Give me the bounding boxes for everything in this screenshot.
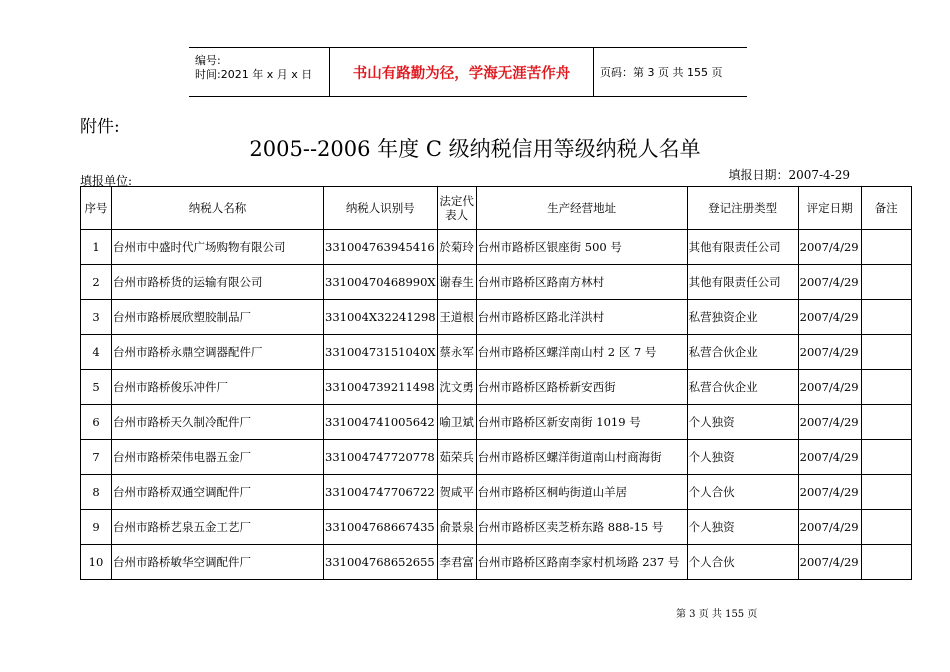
row-address: 台州市路桥区路北洋洪村 (476, 300, 687, 335)
number-label: 编号: (195, 54, 221, 67)
row-rep: 沈文勇 (437, 370, 476, 405)
row-note (861, 405, 911, 440)
row-date: 2007/4/29 (798, 300, 861, 335)
table-row (81, 370, 912, 405)
row-no: 2 (81, 265, 112, 300)
row-name: 台州市路桥货的运输有限公司 (112, 265, 324, 300)
row-note (861, 300, 911, 335)
row-rep: 贺咸平 (437, 475, 476, 510)
row-type: 个人独资 (687, 405, 798, 440)
row-name: 台州市路桥敏华空调配件厂 (112, 545, 324, 580)
row-type: 个人合伙 (687, 475, 798, 510)
row-no: 9 (81, 510, 112, 545)
table-header-row (81, 187, 912, 230)
row-type: 私营合伙企业 (687, 370, 798, 405)
row-name: 台州市路桥展欣塑胶制品厂 (112, 300, 324, 335)
row-no: 6 (81, 405, 112, 440)
row-address: 台州市路桥区路桥新安西街 (476, 370, 687, 405)
row-date: 2007/4/29 (798, 230, 861, 265)
motto-text: 书山有路勤为径，学海无涯苦作舟 (330, 48, 594, 96)
row-note (861, 545, 911, 580)
time-label: 时间:2021 年 x 月 x 日 (195, 68, 313, 81)
row-name: 台州市路桥艺泉五金工艺厂 (112, 510, 324, 545)
row-id: 33100470468990X (324, 265, 438, 300)
row-date: 2007/4/29 (798, 405, 861, 440)
row-address: 台州市路桥区卖芝桥东路 888-15 号 (476, 510, 687, 545)
row-type: 私营独资企业 (687, 300, 798, 335)
row-date: 2007/4/29 (798, 440, 861, 475)
row-note (861, 370, 911, 405)
row-note (861, 475, 911, 510)
col-header-name: 纳税人名称 (112, 187, 324, 230)
row-no: 8 (81, 475, 112, 510)
row-id: 331004747720778 (324, 440, 438, 475)
col-header-id: 纳税人识别号 (324, 187, 438, 230)
header-meta-cell (189, 48, 330, 96)
row-rep: 於菊玲 (437, 230, 476, 265)
table-row (81, 335, 912, 370)
row-name: 台州市路桥天久制冷配件厂 (112, 405, 324, 440)
taxpayer-table (80, 186, 912, 580)
row-rep: 喻卫斌 (437, 405, 476, 440)
row-address: 台州市路桥区路南方林村 (476, 265, 687, 300)
row-no: 10 (81, 545, 112, 580)
row-name: 台州市路桥永鼎空调器配件厂 (112, 335, 324, 370)
col-header-address: 生产经营地址 (476, 187, 687, 230)
row-date: 2007/4/29 (798, 265, 861, 300)
row-id: 331004763945416 (324, 230, 438, 265)
col-header-note: 备注 (861, 187, 911, 230)
table-row (81, 440, 912, 475)
row-note (861, 510, 911, 545)
row-id: 331004X32241298 (324, 300, 438, 335)
row-address: 台州市路桥区路南李家村机场路 237 号 (476, 545, 687, 580)
row-note (861, 265, 911, 300)
row-rep: 李君富 (437, 545, 476, 580)
row-address: 台州市路桥区新安南街 1019 号 (476, 405, 687, 440)
table-row (81, 300, 912, 335)
row-address: 台州市路桥区螺洋街道南山村商海街 (476, 440, 687, 475)
page-header (189, 47, 747, 97)
row-date: 2007/4/29 (798, 545, 861, 580)
row-note (861, 230, 911, 265)
page-footer: 第 3 页 共 155 页 (676, 609, 758, 620)
row-rep: 蔡永军 (437, 335, 476, 370)
row-no: 7 (81, 440, 112, 475)
row-type: 个人独资 (687, 510, 798, 545)
row-name: 台州市路桥荣伟电器五金厂 (112, 440, 324, 475)
row-id: 33100473151040X (324, 335, 438, 370)
col-header-type: 登记注册类型 (687, 187, 798, 230)
row-id: 331004768667435 (324, 510, 438, 545)
table-row (81, 545, 912, 580)
row-address: 台州市路桥区银座街 500 号 (476, 230, 687, 265)
row-no: 3 (81, 300, 112, 335)
fill-date-label: 填报日期：2007-4-29 (728, 168, 850, 182)
row-rep: 王道根 (437, 300, 476, 335)
row-name: 台州市路桥双通空调配件厂 (112, 475, 324, 510)
table-row (81, 405, 912, 440)
row-no: 4 (81, 335, 112, 370)
row-id: 331004739211498 (324, 370, 438, 405)
row-address: 台州市路桥区桐屿街道山羊居 (476, 475, 687, 510)
table-row (81, 475, 912, 510)
table-row (81, 230, 912, 265)
row-id: 331004747706722 (324, 475, 438, 510)
attachment-label: 附件: (80, 117, 120, 137)
row-note (861, 440, 911, 475)
col-header-no: 序号 (81, 187, 112, 230)
col-header-rep (437, 187, 476, 230)
row-name: 台州市中盛时代广场购物有限公司 (112, 230, 324, 265)
row-name: 台州市路桥俊乐冲件厂 (112, 370, 324, 405)
row-rep: 谢春生 (437, 265, 476, 300)
row-id: 331004768652655 (324, 545, 438, 580)
row-rep: 俞景泉 (437, 510, 476, 545)
row-type: 个人合伙 (687, 545, 798, 580)
col-header-date: 评定日期 (798, 187, 861, 230)
row-type: 私营合伙企业 (687, 335, 798, 370)
row-type: 个人独资 (687, 440, 798, 475)
row-date: 2007/4/29 (798, 475, 861, 510)
fill-unit-label: 填报单位: (80, 174, 133, 188)
row-date: 2007/4/29 (798, 335, 861, 370)
row-date: 2007/4/29 (798, 510, 861, 545)
row-no: 1 (81, 230, 112, 265)
table-row (81, 510, 912, 545)
document-title: 2005--2006 年度 C 级纳税信用等级纳税人名单 (249, 137, 701, 161)
row-type: 其他有限责任公司 (687, 265, 798, 300)
row-rep: 茹荣兵 (437, 440, 476, 475)
page-info-text: 页码：第 3 页 共 155 页 (600, 66, 723, 79)
col-header-rep-text: 法定代表人 (439, 194, 474, 222)
row-type: 其他有限责任公司 (687, 230, 798, 265)
row-note (861, 335, 911, 370)
row-id: 331004741005642 (324, 405, 438, 440)
row-date: 2007/4/29 (798, 370, 861, 405)
row-no: 5 (81, 370, 112, 405)
row-address: 台州市路桥区螺洋南山村 2 区 7 号 (476, 335, 687, 370)
table-row (81, 265, 912, 300)
